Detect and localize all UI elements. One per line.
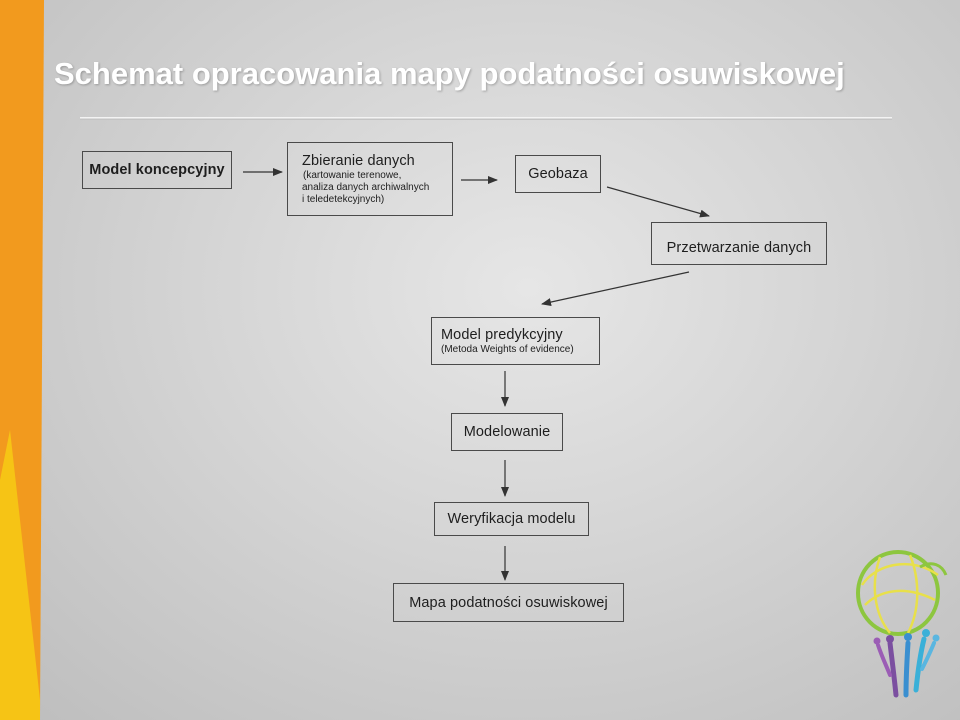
box-przetwarzanie-label: Przetwarzanie danych — [666, 239, 812, 256]
arrow-przetwarzanie-to-predykcyjny — [542, 272, 689, 304]
model-predykcyjny-detail: (Metoda Weights of evidence) — [441, 344, 574, 355]
zbieranie-detail-2: analiza danych archiwalnych — [302, 182, 430, 193]
institute-logo-icon — [850, 545, 955, 710]
box-modelowanie-label: Modelowanie — [463, 424, 551, 440]
zbieranie-detail-1: (kartowanie terenowe, — [303, 170, 402, 181]
box-mapa-label: Mapa podatności osuwiskowej — [409, 594, 608, 611]
box-geobaza-label: Geobaza — [528, 166, 588, 182]
model-predykcyjny-title: Model predykcyjny — [441, 327, 563, 343]
box-model-koncepcyjny-label: Model koncepcyjny — [89, 162, 225, 178]
box-weryfikacja-label: Weryfikacja modelu — [447, 511, 576, 527]
zbieranie-detail-3: i teledetekcyjnych) — [302, 194, 385, 205]
arrow-geobaza-to-przetwarzanie — [607, 187, 709, 216]
zbieranie-title: Zbieranie danych — [302, 153, 415, 169]
page-title: Schemat opracowania mapy podatności osuwiskowej — [54, 56, 845, 91]
